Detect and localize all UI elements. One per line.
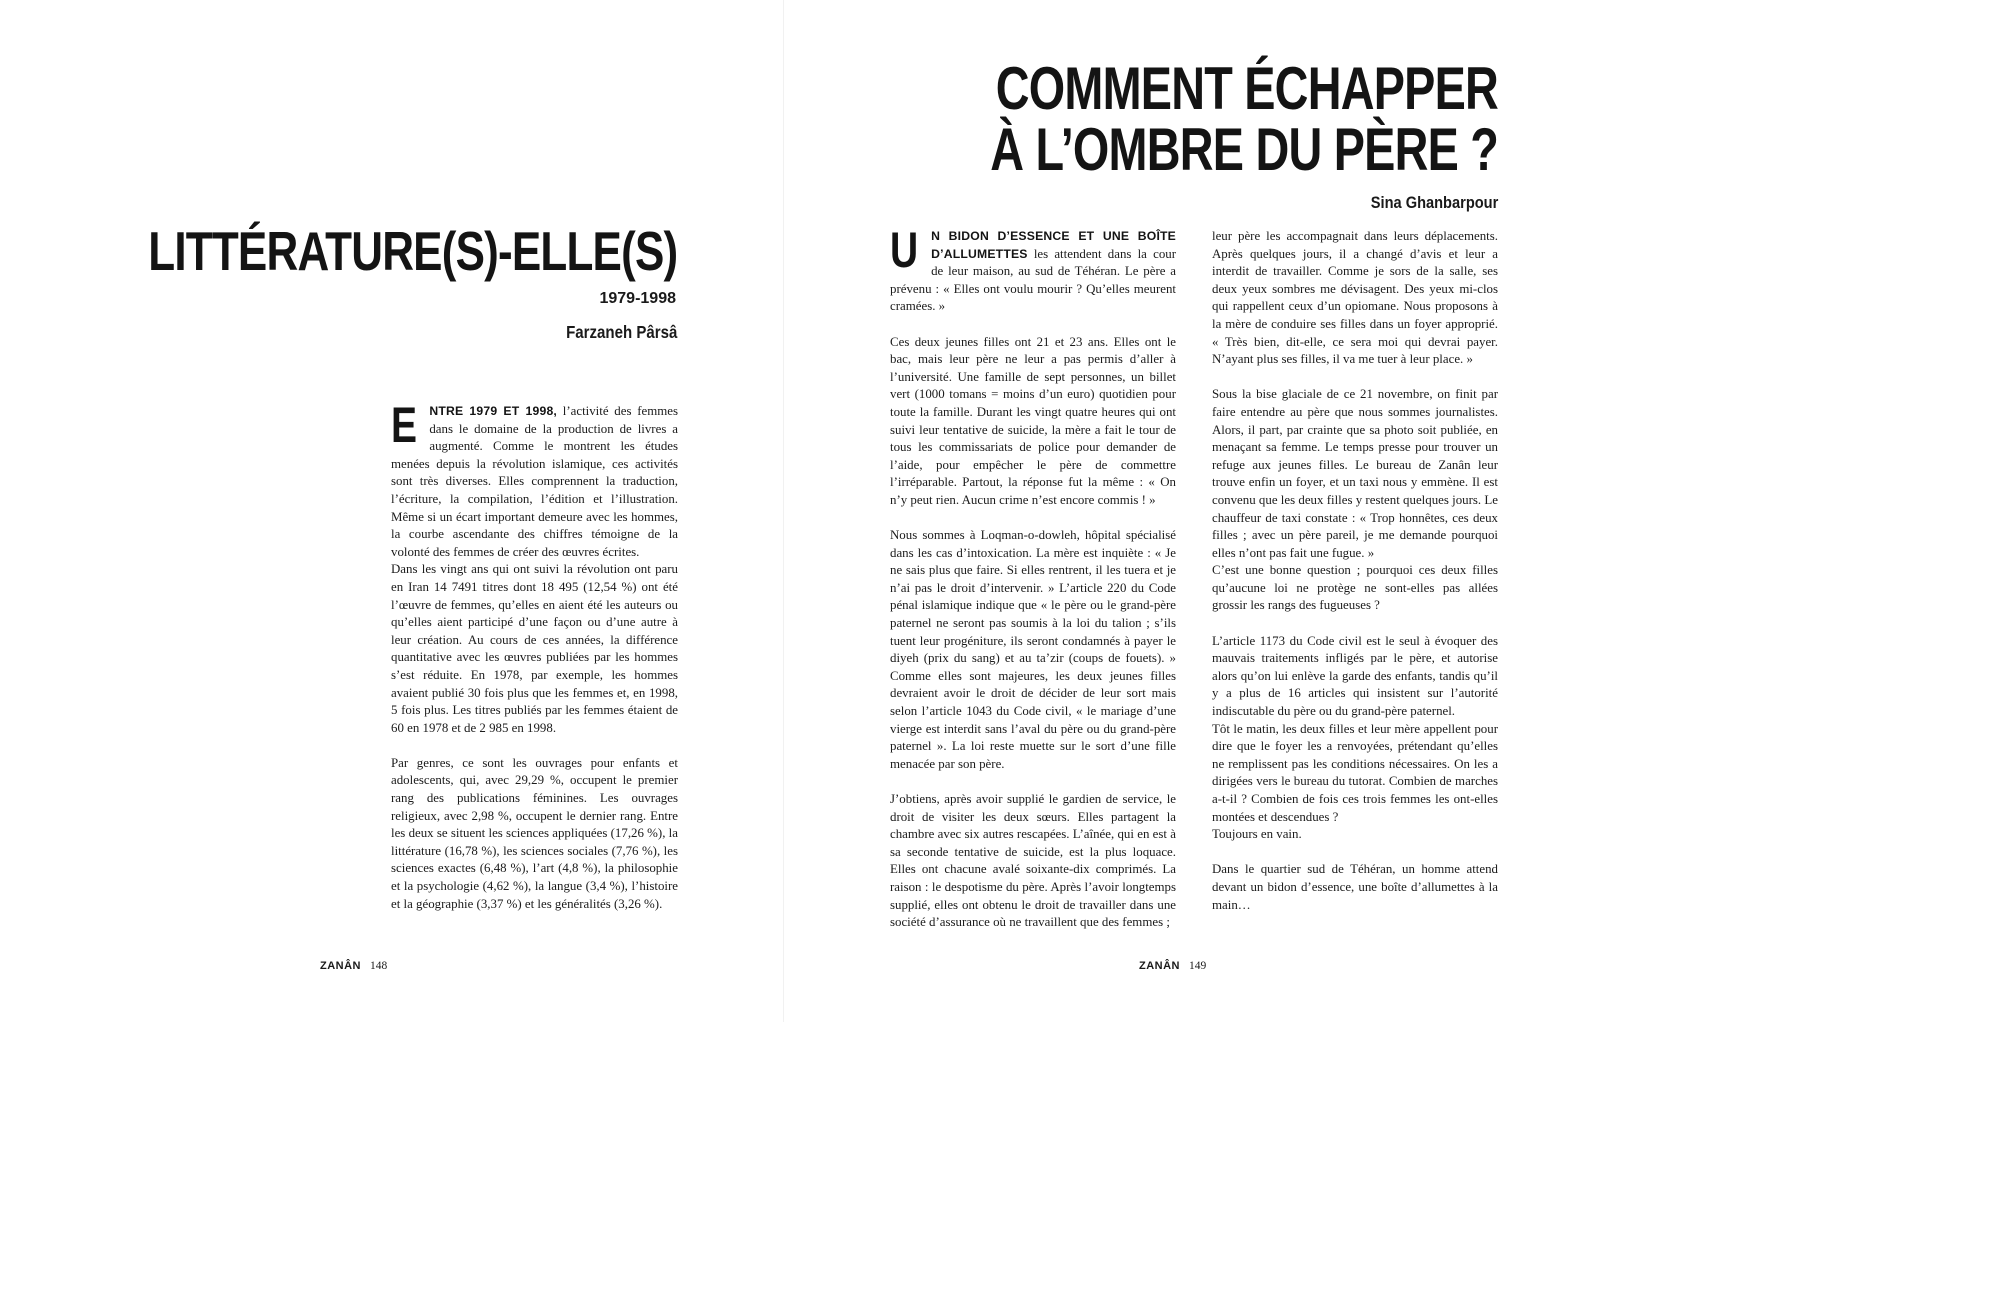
article-dates: 1979-1998 [599,290,676,307]
lead-in: N BIDON D’ESSENCE ET UNE BOÎTE D’ALLUMETTES [931,229,1176,261]
title-line-2: À L’OMBRE DU PÈRE ? [990,116,1498,184]
paragraph: L’article 1173 du Code civil est le seul à évoquer des mauvais traitements infligés par le père, et autorise alors qu’on lui enlève la garde des enfants, tandis qu’il y a plus de 16 articles qui insistent sur l’autorité indiscutable du père ou du grand-père paternel. [1212,633,1498,719]
dropcap: U [890,222,919,278]
paragraph [391,397,679,561]
lead-in: NTRE 1979 ET 1998, [429,404,558,418]
left-page [0,0,784,1022]
folio-right [1139,960,1206,972]
paragraph: Tôt le matin, les deux filles et leur mère appellent pour dire que le foyer les a renvoyées, prétendant qu’elles ne remplissent pas les conditions nécessaires. On les a dirigées vers le bureau du tutorat. Combien de marches a-t-il ? Combien de fois ces trois femmes les ont-elles montées et descendues ? [1212,721,1498,824]
article-body-right-col2 [1212,228,1498,914]
page-number: 149 [1189,960,1207,972]
paragraph: Ces deux jeunes filles ont 21 et 23 ans. Elles ont le bac, mais leur père ne leur a pas permis d’aller à l’université. Une famille de sept personnes, un billet vert (1000 tomans = moins d’un euro) quotidien pour toute la famille. Durant les vingt quatre heures qui ont suivi leur tentative de suicide, la mère a fait le tour de tous les commissariats de police pour demander de l’aide, pour empêcher le père de commettre l’irréparable. Partout, la réponse fut la même : « On n’y peut rien. Aucun crime n’est encore commis ! » [890,334,1176,507]
article-title-left: LITTÉRATURE(S)-ELLE(S) [147,220,677,282]
paragraph: C’est une bonne question ; pourquoi ces deux filles qu’aucune loi ne protège ne sont-elles pas allées grossir les rangs des fugueuses ? [1212,563,1498,613]
article-title-right [990,55,1498,184]
magazine-logo: ZANÂN [320,960,361,972]
paragraph-text: l’activité des femmes dans le domaine de la production de livres a augmenté. Comme le montrent les études menées depuis la révolution islamique, ces activités sont très diverses. Elles comprennent la traduction, l’écriture, la compilation, l’édition et l’illustration. Même si un écart important demeure avec les hommes, la courbe ascendante des chiffres témoigne de la volonté des femmes de créer des œuvres écrites. [391,404,679,559]
article-author-left: Farzaneh Pârsâ [565,322,677,342]
paragraph-text: les attendent dans la cour de leur maison, au sud de Téhéran. Le père a prévenu : « Elles ont voulu mourir ? Qu’elles meurent cramées. » [890,246,1176,314]
paragraph: Nous sommes à Loqman-o-dowleh, hôpital spécialisé dans les cas d’intoxication. La mère est inquiète : « Je ne sais plus que faire. Si elles rentrent, il les tuera et je n’ai pas le droit d’intervenir. » L’article 220 du Code pénal islamique indique que « le père ou le grand-père paternel ne seront pas soumis à la loi du talion ; s’ils tuent leur progéniture, ils seront condamnés à payer le diyeh (prix du sang) et au ta’zir (coups de fouets). » Comme elles sont majeures, les deux jeunes filles devraient avoir le droit de décider de leur sort mais selon l’article 1043 du Code civil, « le mariage d’une vierge est interdit sans l’aval du père ou du grand-père paternel ». La loi reste muette sur le sort d’une fille menacée par son père. [890,528,1176,771]
right-page [784,0,1568,1022]
magazine-logo: ZANÂN [1139,960,1180,972]
paragraph: Dans les vingt ans qui ont suivi la révolution ont paru en Iran 14 7491 titres dont 18 495 (12,54 %) ont été l’œuvre de femmes, qu’elles en aient été les auteurs ou qu’elles aient participé d’une façon ou d’une autre à leur création. Au cours de ces années, la différence quantitative avec les œuvres publiées par les hommes s’est réduite. En 1978, par exemple, les hommes avaient publié 30 fois plus que les femmes et, en 1998, 5 fois plus. Les titres publiés par les femmes étaient de 60 en 1978 et de 2 985 en 1998. [391,562,678,735]
paragraph: J’obtiens, après avoir supplié le gardien de service, le droit de visiter les deux sœurs. Elles partagent la chambre avec six autres rescapées. L’aînée, qui en est à sa seconde tentative de suicide, est la plus loquace. Elles ont chacune avalé soixante-dix comprimés. La raison : le despotisme du père. Après l’avoir longtemps supplié, elles ont obtenu le droit de travailler dans une société d’assurance où ne travaillent que des femmes ; [890,792,1176,930]
article-body-left [391,397,679,913]
paragraph: Dans le quartier sud de Téhéran, un homme attend devant un bidon d’essence, une boîte d’allumettes à la main… [1212,862,1498,912]
article-body-right-col1 [890,222,1176,932]
paragraph: leur père les accompagnait dans leurs déplacements. Après quelques jours, il a changé d’avis et leur a interdit de travailler. Comme je sors de la salle, ses deux yeux sombres me dévisagent. Des yeux mi-clos qui rappellent ceux d’un opiomane. Nous proposons à la mère de conduire ses filles dans un foyer approprié. « Très bien, dit-elle, ce sera moi qui devrai payer. N’ayant plus ses filles, il va me tuer à leur place. » [1212,229,1498,367]
title-line-1: COMMENT ÉCHAPPER [995,55,1498,122]
article-author-right: Sina Ghanbarpour [1370,193,1498,212]
paragraph: Sous la bise glaciale de ce 21 novembre, on finit par faire entendre au père que nous sommes journalistes. Alors, il part, par crainte que sa photo soit publiée, en menaçant sa femme. Le temps presse pour trouver un refuge aux jeunes filles. Le bureau de Zanân leur trouve enfin un foyer, et un taxi nous y emmène. Il est convenu que les deux filles y restent quelques jours. Le chauffeur de taxi constate : « Trop honnêtes, ces deux filles ; avec un père pareil, je me demande pourquoi elles n’ont pas fait une fugue. » [1212,387,1498,560]
paragraph: Par genres, ce sont les ouvrages pour enfants et adolescents, qui, avec 29,29 %, occupent le premier rang des publications féminines. Les ouvrages religieux, avec 2,98 %, occupent le dernier rang. Entre les deux se situent les sciences appliquées (17,26 %), la littérature (16,78 %), les sciences sociales (7,76 %), les sciences exactes (6,48 %), l’art (4,8 %), la philosophie et la psychologie (4,62 %), la langue (3,4 %), l’histoire et la géographie (3,37 %) et les généralités (3,26 %). [391,755,678,911]
dropcap: E [391,397,418,453]
paragraph: Toujours en vain. [1212,827,1302,842]
paragraph [890,222,1176,316]
page-number: 148 [370,960,388,972]
folio-left [320,960,387,972]
